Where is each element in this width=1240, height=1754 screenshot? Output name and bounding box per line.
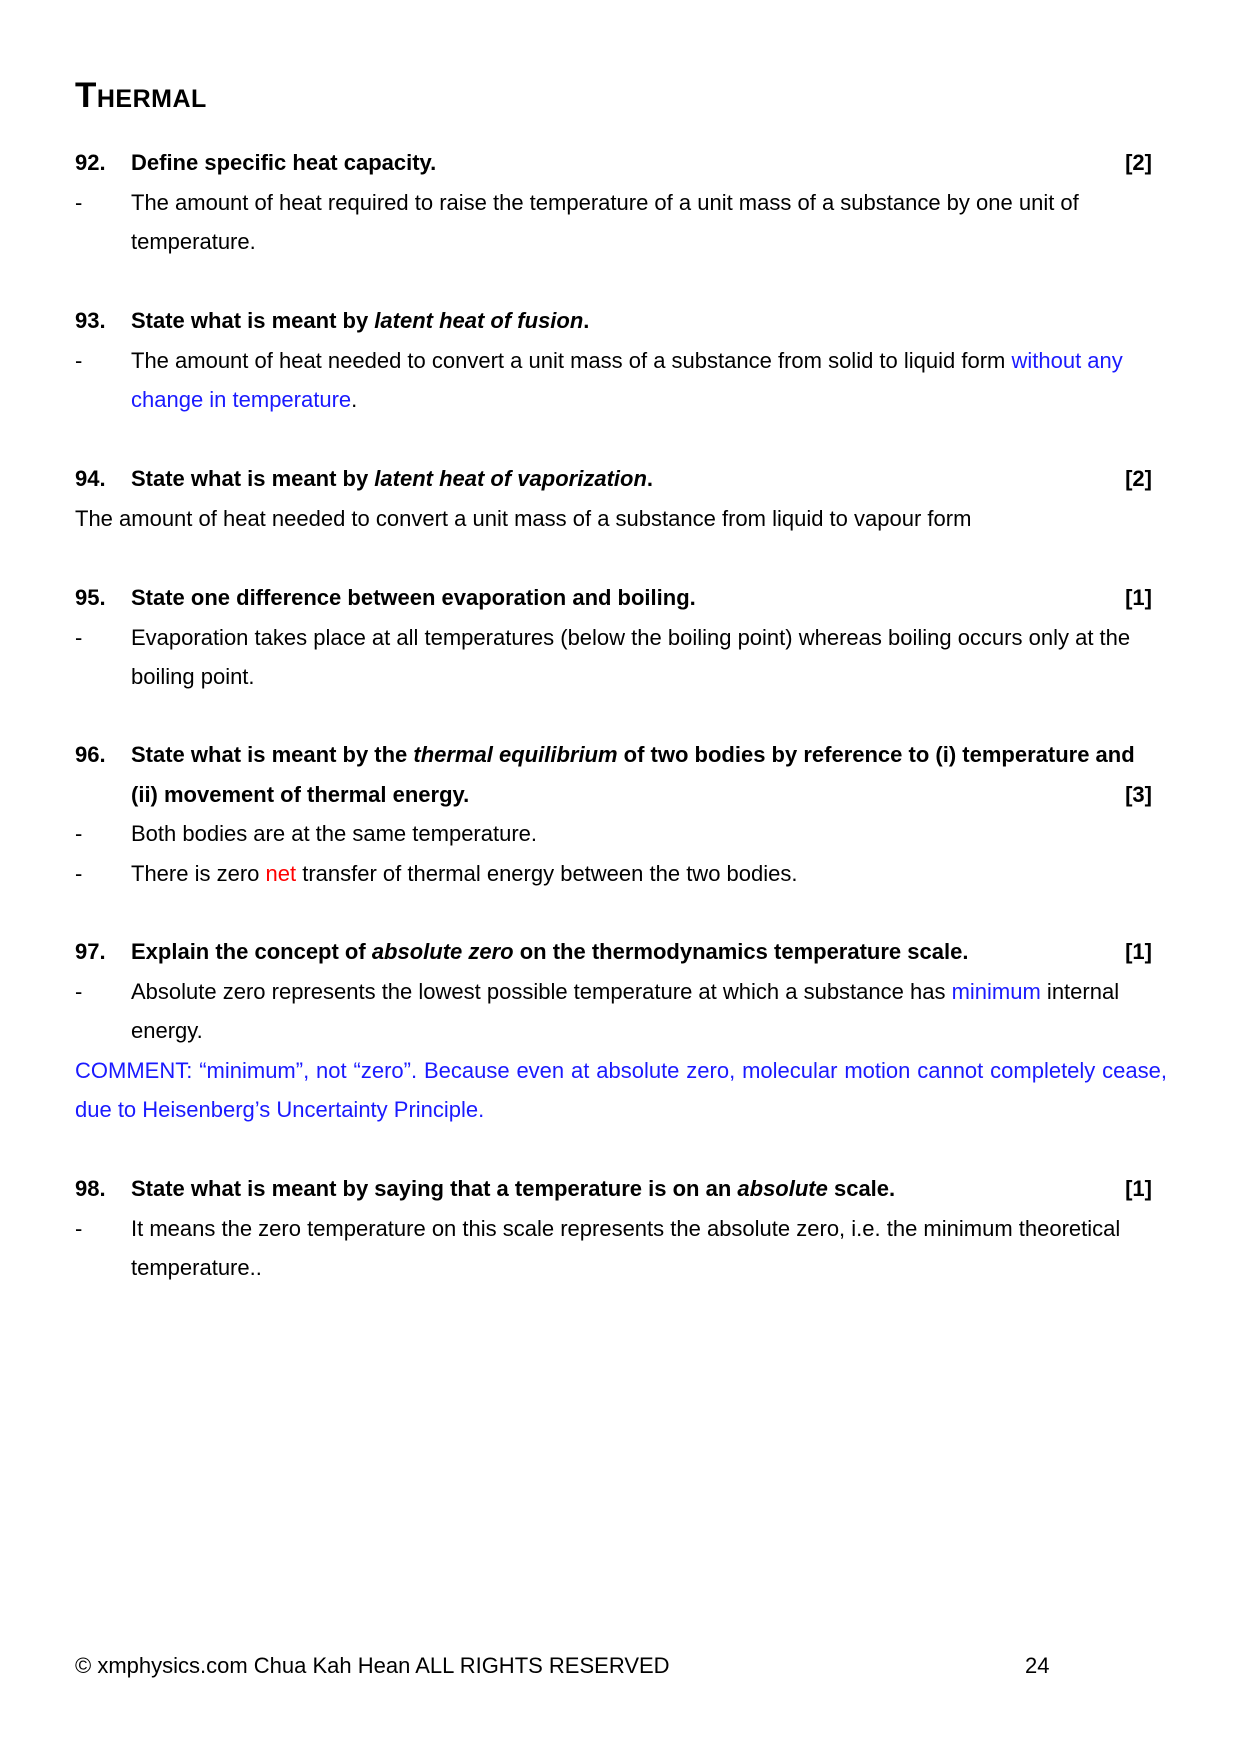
answer-item: [75, 854, 1167, 894]
answer-item: [75, 183, 1167, 262]
answer-item: [75, 972, 1167, 1051]
answer-highlight: net: [265, 860, 297, 886]
bullet-dash: -: [75, 347, 83, 373]
question-term: latent heat of fusion: [374, 308, 584, 333]
answer-text-end: .: [351, 387, 358, 412]
question-94: [75, 459, 1167, 538]
answer-text: There is zero: [131, 860, 266, 886]
answer-item: [75, 341, 1167, 420]
answer-text-end: internal energy.: [131, 978, 1120, 1043]
bullet-dash: -: [75, 978, 83, 1004]
answer-item: [75, 618, 1167, 697]
question-term: absolute zero: [371, 939, 514, 964]
question-95: [75, 578, 1167, 697]
marks-badge: [1]: [1125, 1176, 1152, 1201]
answer-item: [75, 814, 1167, 854]
marks-badge: [2]: [1125, 466, 1152, 491]
question-97: [75, 932, 1167, 1130]
question-term: latent heat of vaporization: [374, 466, 647, 491]
bullet-dash: -: [75, 189, 83, 215]
answer-text: The amount of heat required to raise the temperature of a unit mass of a substance by one unit of temperature.: [131, 189, 1079, 254]
question-term: absolute: [737, 1176, 828, 1201]
question-prompt: [75, 735, 1167, 814]
question-text: State what is meant by: [131, 308, 375, 333]
bullet-dash: -: [75, 624, 83, 650]
question-text: Explain the concept of: [131, 939, 372, 964]
question-text: State what is meant by: [131, 466, 375, 491]
answer-text: Both bodies are at the same temperature.: [131, 821, 538, 846]
question-96: [75, 735, 1167, 893]
page-number: 24: [1025, 1653, 1050, 1678]
bullet-dash: -: [75, 821, 83, 846]
question-text-end: .: [646, 466, 654, 491]
question-number: 97.: [75, 939, 106, 964]
question-prompt: [75, 459, 1167, 499]
bullet-dash: -: [75, 860, 83, 886]
question-prompt: [75, 578, 1167, 618]
question-number: 96.: [75, 742, 106, 767]
question-number: 93.: [75, 308, 106, 333]
question-number: 98.: [75, 1176, 106, 1201]
question-93: [75, 301, 1167, 420]
answer-text-end: transfer of thermal energy between the two bodies.: [296, 860, 798, 886]
copyright-text: © xmphysics.com Chua Kah Hean ALL RIGHTS RESERVED: [75, 1653, 670, 1678]
answer-item: [75, 1209, 1167, 1288]
question-text: State what is meant by the: [131, 742, 414, 767]
answer-text: The amount of heat needed to convert a unit mass of a substance from solid to liquid form: [131, 347, 1012, 373]
question-prompt: [75, 932, 1167, 972]
question-term: thermal equilibrium: [413, 742, 618, 767]
answer-highlight: without any change in temperature: [131, 347, 1123, 412]
question-92: [75, 143, 1167, 262]
question-number: 94.: [75, 466, 106, 491]
question-number: 92.: [75, 150, 106, 175]
question-text: State one difference between evaporation and boiling.: [131, 585, 696, 610]
marks-badge: [2]: [1125, 150, 1152, 175]
bullet-dash: -: [75, 1215, 83, 1241]
question-text-end: of two bodies by reference to (i) temperature and (ii) movement of thermal energy.: [131, 742, 1135, 807]
question-text-end: .: [583, 308, 590, 333]
marks-badge: [3]: [1125, 781, 1152, 807]
answer-text: Evaporation takes place at all temperatures (below the boiling point) whereas boiling occurs only at the boiling point.: [131, 624, 1131, 689]
question-prompt: [75, 301, 1167, 341]
page-footer: [75, 1651, 1075, 1681]
answer-text: It means the zero temperature on this scale represents the absolute zero, i.e. the minimum theoretical temperature..: [131, 1215, 1121, 1280]
question-number: 95.: [75, 585, 106, 610]
question-text: State what is meant by saying that a temperature is on an: [131, 1176, 738, 1201]
answer-text: Absolute zero represents the lowest possible temperature at which a substance has: [131, 978, 952, 1004]
answer-text: The amount of heat needed to convert a unit mass of a substance from liquid to vapour form: [75, 505, 972, 531]
answer-highlight: minimum: [951, 978, 1041, 1004]
question-prompt: [75, 1169, 1167, 1209]
marks-badge: [1]: [1125, 585, 1152, 610]
comment-note: COMMENT: “minimum”, not “zero”. Because even at absolute zero, molecular motion cannot completely cease, due to Heisenberg’s Uncertainty Principle.: [75, 1057, 1167, 1122]
question-text-end: on the thermodynamics temperature scale.: [513, 939, 969, 964]
section-title: Thermal: [75, 76, 207, 115]
question-98: [75, 1169, 1167, 1288]
question-text-end: scale.: [827, 1176, 896, 1201]
question-prompt: [75, 143, 1167, 183]
marks-badge: [1]: [1125, 939, 1152, 964]
question-text: Define specific heat capacity.: [131, 150, 437, 175]
